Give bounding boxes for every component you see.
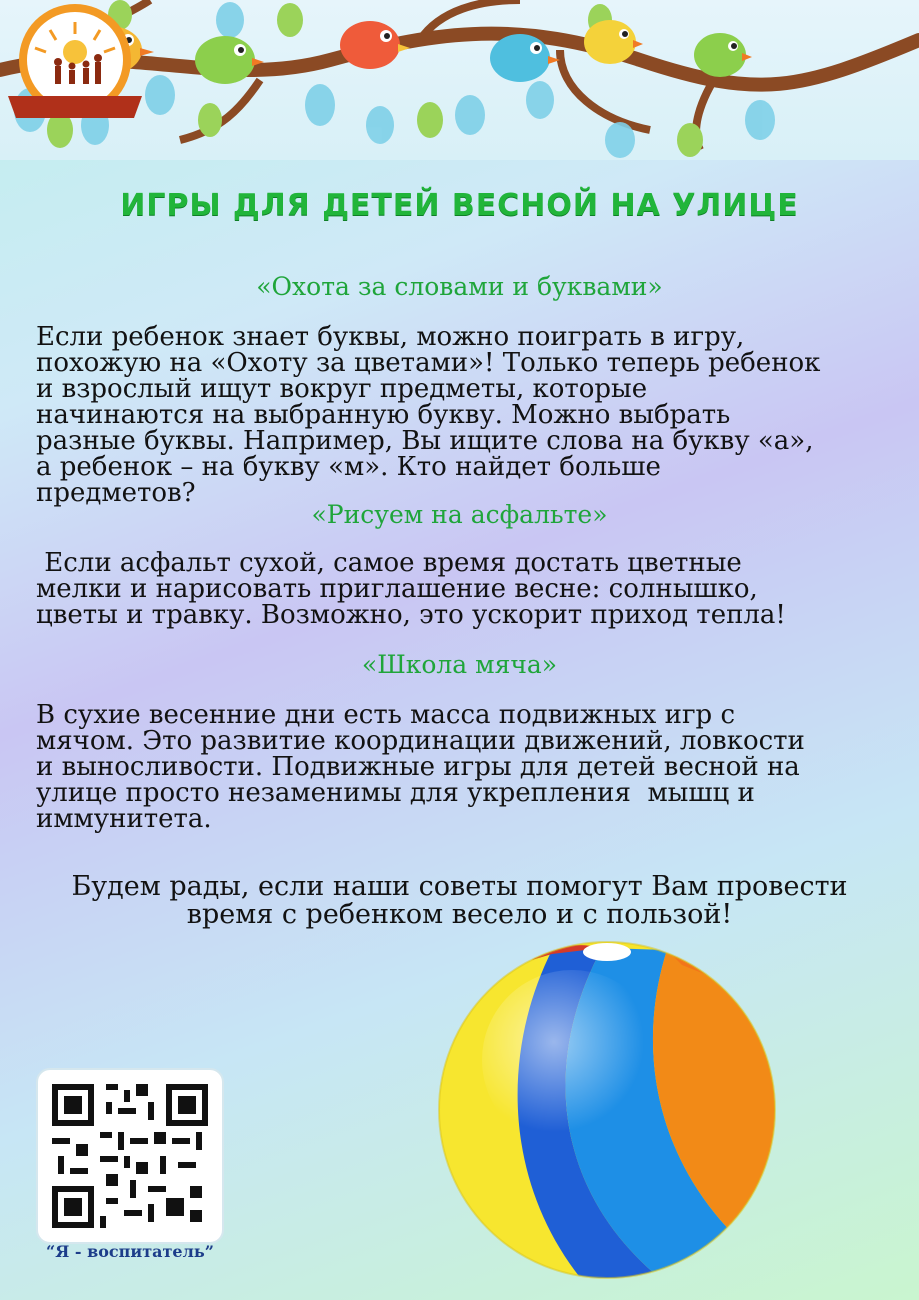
text-line: и взрослый ищут вокруг предметы, которые <box>36 374 648 404</box>
text-line: мелки и нарисовать приглашение весне: солнышко, <box>36 574 758 604</box>
text-line: В сухие весенние дни есть масса подвижных игр с <box>36 700 736 730</box>
qr-code <box>36 1068 224 1244</box>
text-line: Если асфальт сухой, самое время достать цветные <box>36 548 742 578</box>
section-heading-asphalt: «Рисуем на асфальте» <box>311 500 608 529</box>
page-title: ИГРЫ ДЛЯ ДЕТЕЙ ВЕСНОЙ НА УЛИЦЕ <box>120 188 799 223</box>
text-line: мячом. Это развитие координации движений, ловкости <box>36 726 805 756</box>
section-heading-words: «Охота за словами и буквами» <box>256 272 663 301</box>
header-illustration <box>0 0 919 160</box>
text-line: а ребенок – на букву «м». Кто найдет больше <box>36 452 661 482</box>
closing-line: время с ребенком весело и с пользой! <box>186 899 733 930</box>
section-heading-ball: «Школа мяча» <box>361 650 558 679</box>
text-line: Если ребенок знает буквы, можно поиграть в игру, <box>36 322 745 352</box>
text-line: похожую на «Охоту за цветами»! Только теперь ребенок <box>36 348 821 378</box>
closing-message <box>20 873 899 929</box>
text-line: разные буквы. Например, Вы ищите слова на букву «а», <box>36 426 814 456</box>
text-line: иммунитета. <box>36 804 212 834</box>
text-line: улице просто незаменимы для укрепления мышц и <box>36 778 755 808</box>
text-line: предметов? <box>36 478 196 508</box>
beach-ball-image <box>432 940 782 1280</box>
text-line: цветы и травку. Возможно, это ускорит приход тепла! <box>36 600 786 630</box>
text-line: и выносливости. Подвижные игры для детей весной на <box>36 752 800 782</box>
closing-line: Будем рады, если наши советы помогут Вам провести <box>71 871 848 902</box>
section-text-words <box>36 324 886 506</box>
section-text-ball <box>36 702 886 832</box>
section-text-asphalt <box>36 550 886 628</box>
qr-caption: “Я - воспитатель” <box>46 1242 214 1261</box>
text-line: начинаются на выбранную букву. Можно выбрать <box>36 400 731 430</box>
qr-code-image <box>52 1084 208 1228</box>
logo-emblem <box>0 0 150 130</box>
